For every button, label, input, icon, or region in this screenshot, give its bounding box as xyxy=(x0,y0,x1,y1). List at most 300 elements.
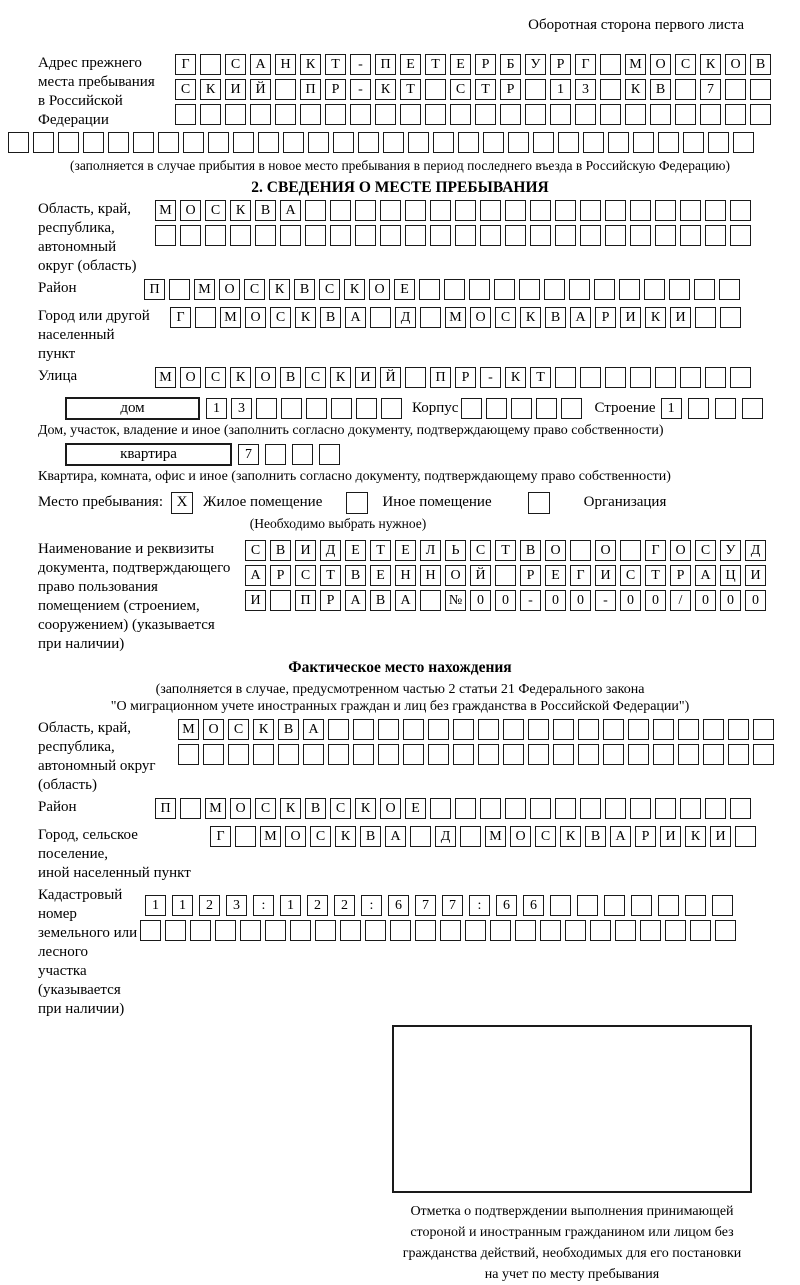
char-cell xyxy=(300,104,321,125)
char-cell xyxy=(712,895,733,916)
char-cell xyxy=(108,132,129,153)
char-cell: Р xyxy=(455,367,476,388)
char-cell: Й xyxy=(470,565,491,586)
char-cell: Г xyxy=(575,54,596,75)
checkbox-organizatsiya xyxy=(528,492,550,514)
char-cell xyxy=(683,132,704,153)
stamp-area xyxy=(388,1025,756,1285)
char-cell xyxy=(183,132,204,153)
fact-location-title: Фактическое место нахождения xyxy=(288,659,512,676)
char-cell xyxy=(505,798,526,819)
char-cell xyxy=(253,744,274,765)
char-cell: 0 xyxy=(695,590,716,611)
char-cell xyxy=(478,719,499,740)
char-cell xyxy=(628,744,649,765)
char-cell xyxy=(328,719,349,740)
fact-oblast-label xyxy=(8,719,178,795)
char-cell: Т xyxy=(495,540,516,561)
char-cell: Ь xyxy=(445,540,466,561)
stay-type-note: (Необходимо выбрать нужное) xyxy=(249,516,427,531)
char-cell xyxy=(605,225,626,246)
char-cell xyxy=(719,279,740,300)
char-cell xyxy=(658,895,679,916)
char-cell: К xyxy=(280,798,301,819)
option-zhiloe-label: Жилое помещение xyxy=(203,494,323,510)
char-cell xyxy=(730,225,751,246)
char-cell: М xyxy=(155,200,176,221)
fact-oblast-row-2 xyxy=(178,744,778,765)
char-cell xyxy=(270,590,291,611)
char-cell xyxy=(180,225,201,246)
char-cell xyxy=(469,279,490,300)
char-cell xyxy=(355,225,376,246)
char-cell xyxy=(655,225,676,246)
char-cell xyxy=(653,719,674,740)
char-cell xyxy=(405,200,426,221)
char-cell xyxy=(580,798,601,819)
char-cell: Д xyxy=(395,307,416,328)
char-cell: - xyxy=(350,54,371,75)
gorod-row xyxy=(170,307,745,328)
char-cell: С xyxy=(495,307,516,328)
field-fact-gorod xyxy=(8,826,792,883)
label-line: при наличии) xyxy=(38,1001,125,1017)
fact-rayon-row xyxy=(155,798,755,819)
label-line: иной населенный пункт xyxy=(38,865,191,881)
char-cell xyxy=(503,744,524,765)
char-cell xyxy=(33,132,54,153)
char-cell xyxy=(255,225,276,246)
char-cell xyxy=(528,719,549,740)
char-cell: К xyxy=(700,54,721,75)
char-cell: С xyxy=(245,540,266,561)
char-cell: К xyxy=(330,367,351,388)
char-cell: О xyxy=(369,279,390,300)
char-cell xyxy=(655,200,676,221)
char-cell xyxy=(580,200,601,221)
page-title: Оборотная сторона первого листа xyxy=(528,17,744,33)
fact-oblast-row-1 xyxy=(178,719,778,740)
char-cell xyxy=(280,225,301,246)
char-cell xyxy=(378,744,399,765)
char-cell: : xyxy=(253,895,274,916)
char-cell xyxy=(680,225,701,246)
char-cell: 3 xyxy=(226,895,247,916)
apartment-caption: Квартира, комната, офис и иное (заполнить согласно документу, подтверждающему право собственности) xyxy=(38,469,671,484)
char-cell xyxy=(486,398,507,419)
char-cell: К xyxy=(200,79,221,100)
char-cell xyxy=(258,132,279,153)
char-cell: О xyxy=(650,54,671,75)
label-line: при наличии) xyxy=(38,636,125,652)
char-cell xyxy=(490,920,511,941)
char-cell xyxy=(735,826,756,847)
ulitsa-row xyxy=(155,367,755,388)
char-cell xyxy=(603,744,624,765)
char-cell xyxy=(703,719,724,740)
char-cell xyxy=(544,279,565,300)
char-cell xyxy=(703,744,724,765)
fact-rayon-label: Район xyxy=(38,799,77,815)
char-cell: О xyxy=(470,307,491,328)
char-cell: И xyxy=(225,79,246,100)
char-cell xyxy=(440,920,461,941)
char-cell: 1 xyxy=(172,895,193,916)
char-cell xyxy=(525,79,546,100)
char-cell xyxy=(625,104,646,125)
char-cell: Е xyxy=(405,798,426,819)
char-cell: 0 xyxy=(570,590,591,611)
char-cell xyxy=(378,719,399,740)
char-cell xyxy=(705,225,726,246)
char-cell: М xyxy=(220,307,241,328)
char-cell xyxy=(403,719,424,740)
char-cell xyxy=(620,540,641,561)
char-cell xyxy=(753,744,774,765)
char-cell xyxy=(600,104,621,125)
char-cell: 2 xyxy=(334,895,355,916)
char-cell xyxy=(665,920,686,941)
char-cell xyxy=(536,398,557,419)
char-cell xyxy=(420,307,441,328)
char-cell: 0 xyxy=(470,590,491,611)
label-line: Область, край, xyxy=(38,201,132,217)
char-cell xyxy=(730,798,751,819)
char-cell xyxy=(155,225,176,246)
char-cell xyxy=(425,104,446,125)
char-cell xyxy=(555,798,576,819)
char-cell: Н xyxy=(275,54,296,75)
char-cell: Д xyxy=(435,826,456,847)
char-cell: О xyxy=(595,540,616,561)
char-cell xyxy=(225,104,246,125)
char-cell: 6 xyxy=(523,895,544,916)
char-cell: В xyxy=(270,540,291,561)
char-cell: 0 xyxy=(620,590,641,611)
label-line: Город или другой xyxy=(38,308,150,324)
char-cell: У xyxy=(720,540,741,561)
char-cell xyxy=(281,398,302,419)
field-prev-address xyxy=(8,54,792,130)
char-cell: О xyxy=(245,307,266,328)
char-cell: 3 xyxy=(231,398,252,419)
char-cell: № xyxy=(445,590,466,611)
label-line: земельного или лесного xyxy=(38,925,138,960)
char-cell xyxy=(381,398,402,419)
char-cell xyxy=(505,200,526,221)
char-cell: Т xyxy=(320,565,341,586)
char-cell: М xyxy=(260,826,281,847)
field-ulitsa xyxy=(8,367,792,392)
label-line: Область, край, xyxy=(38,720,132,736)
char-cell xyxy=(330,200,351,221)
char-cell xyxy=(494,279,515,300)
stay-type-row xyxy=(38,491,792,514)
section2-title: 2. СВЕДЕНИЯ О МЕСТЕ ПРЕБЫВАНИЯ xyxy=(251,179,549,196)
char-cell: А xyxy=(695,565,716,586)
char-cell xyxy=(230,225,251,246)
char-cell xyxy=(305,200,326,221)
char-cell xyxy=(265,444,286,465)
char-cell: К xyxy=(300,54,321,75)
label-line: участка (указывается xyxy=(38,963,121,998)
char-cell xyxy=(550,104,571,125)
char-cell xyxy=(631,895,652,916)
char-cell: М xyxy=(445,307,466,328)
char-cell xyxy=(630,798,651,819)
char-cell: С xyxy=(228,719,249,740)
char-cell: / xyxy=(670,590,691,611)
char-cell xyxy=(578,719,599,740)
char-cell xyxy=(340,920,361,941)
char-cell: Е xyxy=(394,279,415,300)
char-cell xyxy=(558,132,579,153)
char-cell xyxy=(292,444,313,465)
char-cell: А xyxy=(345,307,366,328)
char-cell: Й xyxy=(380,367,401,388)
char-cell xyxy=(133,132,154,153)
char-cell: О xyxy=(180,200,201,221)
char-cell xyxy=(555,367,576,388)
char-cell xyxy=(165,920,186,941)
rayon-row xyxy=(144,279,744,300)
char-cell xyxy=(140,920,161,941)
char-cell: 6 xyxy=(388,895,409,916)
char-cell: А xyxy=(245,565,266,586)
char-cell: О xyxy=(725,54,746,75)
char-cell xyxy=(750,104,771,125)
char-cell: С xyxy=(295,565,316,586)
char-cell: С xyxy=(450,79,471,100)
char-cell xyxy=(678,719,699,740)
char-cell: Р xyxy=(670,565,691,586)
char-cell xyxy=(628,719,649,740)
char-cell: Е xyxy=(345,540,366,561)
char-cell: О xyxy=(203,719,224,740)
char-cell: 0 xyxy=(495,590,516,611)
char-cell: 1 xyxy=(145,895,166,916)
char-cell: А xyxy=(303,719,324,740)
char-cell: А xyxy=(610,826,631,847)
char-cell xyxy=(358,132,379,153)
char-cell: И xyxy=(620,307,641,328)
gorod-label xyxy=(8,307,155,364)
char-cell: 2 xyxy=(199,895,220,916)
char-cell xyxy=(350,104,371,125)
char-cell: Е xyxy=(370,565,391,586)
char-cell: В xyxy=(520,540,541,561)
char-cell: Б xyxy=(500,54,521,75)
field-ownership-document xyxy=(8,540,792,654)
document-row-1 xyxy=(245,540,770,561)
char-cell xyxy=(678,744,699,765)
char-cell: 6 xyxy=(496,895,517,916)
char-cell xyxy=(450,104,471,125)
char-cell xyxy=(753,719,774,740)
char-cell xyxy=(353,719,374,740)
fact-note-line-1: (заполняется в случае, предусмотренном частью 2 статьи 21 Федерального закона xyxy=(155,682,645,697)
char-cell xyxy=(533,132,554,153)
char-cell: 7 xyxy=(700,79,721,100)
char-cell xyxy=(370,307,391,328)
char-cell: С xyxy=(244,279,265,300)
prev-address-note: (заполняется в случае прибытия в новое место пребывания в период последнего въезда в Российскую Федерацию) xyxy=(69,158,731,173)
label-line: Кадастровый номер xyxy=(38,887,123,922)
char-cell: 1 xyxy=(280,895,301,916)
char-cell xyxy=(630,367,651,388)
char-cell: Р xyxy=(320,590,341,611)
char-cell xyxy=(578,744,599,765)
char-cell xyxy=(550,895,571,916)
char-cell: : xyxy=(469,895,490,916)
char-cell: Т xyxy=(645,565,666,586)
char-cell xyxy=(680,367,701,388)
char-cell: К xyxy=(335,826,356,847)
char-cell xyxy=(505,225,526,246)
char-cell xyxy=(328,744,349,765)
stay-type-label: Место пребывания: xyxy=(38,494,163,510)
char-cell xyxy=(356,398,377,419)
char-cell xyxy=(331,398,352,419)
char-cell: И xyxy=(595,565,616,586)
char-cell xyxy=(530,798,551,819)
label-line: Наименование и реквизиты xyxy=(38,541,215,557)
char-cell xyxy=(669,279,690,300)
char-cell xyxy=(708,132,729,153)
char-cell xyxy=(458,132,479,153)
char-cell: Р xyxy=(550,54,571,75)
char-cell: И xyxy=(295,540,316,561)
char-cell xyxy=(355,200,376,221)
char-cell xyxy=(444,279,465,300)
option-inoe-label: Иное помещение xyxy=(382,494,492,510)
char-cell xyxy=(315,920,336,941)
char-cell xyxy=(695,307,716,328)
char-cell xyxy=(233,132,254,153)
char-cell: К xyxy=(560,826,581,847)
char-cell: Т xyxy=(370,540,391,561)
char-cell xyxy=(565,920,586,941)
char-cell: К xyxy=(230,200,251,221)
char-cell xyxy=(455,225,476,246)
char-cell: В xyxy=(360,826,381,847)
char-cell xyxy=(685,895,706,916)
char-cell: Д xyxy=(320,540,341,561)
char-cell: В xyxy=(305,798,326,819)
char-cell xyxy=(608,132,629,153)
char-cell: - xyxy=(350,79,371,100)
char-cell xyxy=(433,132,454,153)
char-cell: Р xyxy=(500,79,521,100)
caption-line: стороной и иностранным гражданином или лицом без xyxy=(410,1225,734,1240)
oblast-row-2 xyxy=(155,225,755,246)
prev-address-row-3 xyxy=(175,104,775,125)
char-cell xyxy=(430,200,451,221)
char-cell xyxy=(733,132,754,153)
char-cell: Л xyxy=(420,540,441,561)
char-cell xyxy=(430,798,451,819)
char-cell xyxy=(742,398,763,419)
char-cell: В xyxy=(370,590,391,611)
char-cell xyxy=(453,719,474,740)
char-cell xyxy=(205,225,226,246)
char-cell: С xyxy=(205,367,226,388)
char-cell xyxy=(728,719,749,740)
char-cell: У xyxy=(525,54,546,75)
char-cell xyxy=(430,225,451,246)
char-cell: Г xyxy=(645,540,666,561)
char-cell xyxy=(195,307,216,328)
char-cell xyxy=(508,132,529,153)
ownership-document-label xyxy=(8,540,245,654)
char-cell: 3 xyxy=(575,79,596,100)
char-cell xyxy=(644,279,665,300)
label-line: (область) xyxy=(38,777,97,793)
char-cell: Е xyxy=(450,54,471,75)
char-cell: Н xyxy=(420,565,441,586)
char-cell: Е xyxy=(545,565,566,586)
char-cell: Р xyxy=(325,79,346,100)
char-cell: Е xyxy=(400,54,421,75)
char-cell xyxy=(200,104,221,125)
char-cell xyxy=(500,104,521,125)
char-cell: О xyxy=(670,540,691,561)
char-cell xyxy=(590,920,611,941)
label-line: округ (область) xyxy=(38,258,137,274)
char-cell: М xyxy=(178,719,199,740)
char-cell: Г xyxy=(170,307,191,328)
char-cell: П xyxy=(155,798,176,819)
char-cell: 0 xyxy=(720,590,741,611)
char-cell: Т xyxy=(530,367,551,388)
char-cell: В xyxy=(650,79,671,100)
char-cell: О xyxy=(380,798,401,819)
char-cell xyxy=(730,367,751,388)
label-line: Город, сельское поселение, xyxy=(38,827,138,862)
char-cell xyxy=(408,132,429,153)
char-cell: И xyxy=(710,826,731,847)
korpus-label: Корпус xyxy=(412,400,459,416)
label-line: сооружением) (указывается xyxy=(38,617,215,633)
char-cell xyxy=(680,798,701,819)
char-cell xyxy=(158,132,179,153)
char-cell: П xyxy=(375,54,396,75)
char-cell: В xyxy=(280,367,301,388)
char-cell: И xyxy=(245,590,266,611)
char-cell xyxy=(725,79,746,100)
char-cell xyxy=(495,565,516,586)
char-cell: 1 xyxy=(661,398,682,419)
char-cell xyxy=(553,719,574,740)
char-cell: А xyxy=(250,54,271,75)
char-cell: О xyxy=(510,826,531,847)
char-cell: Г xyxy=(175,54,196,75)
char-cell xyxy=(700,104,721,125)
char-cell xyxy=(725,104,746,125)
label-line: Адрес прежнего xyxy=(38,55,142,71)
char-cell: Р xyxy=(475,54,496,75)
char-cell: М xyxy=(205,798,226,819)
char-cell xyxy=(380,200,401,221)
char-cell: 0 xyxy=(745,590,766,611)
char-cell xyxy=(653,744,674,765)
char-cell xyxy=(228,744,249,765)
char-cell: О xyxy=(219,279,240,300)
char-cell xyxy=(480,200,501,221)
char-cell xyxy=(680,200,701,221)
char-cell xyxy=(655,798,676,819)
char-cell xyxy=(278,744,299,765)
